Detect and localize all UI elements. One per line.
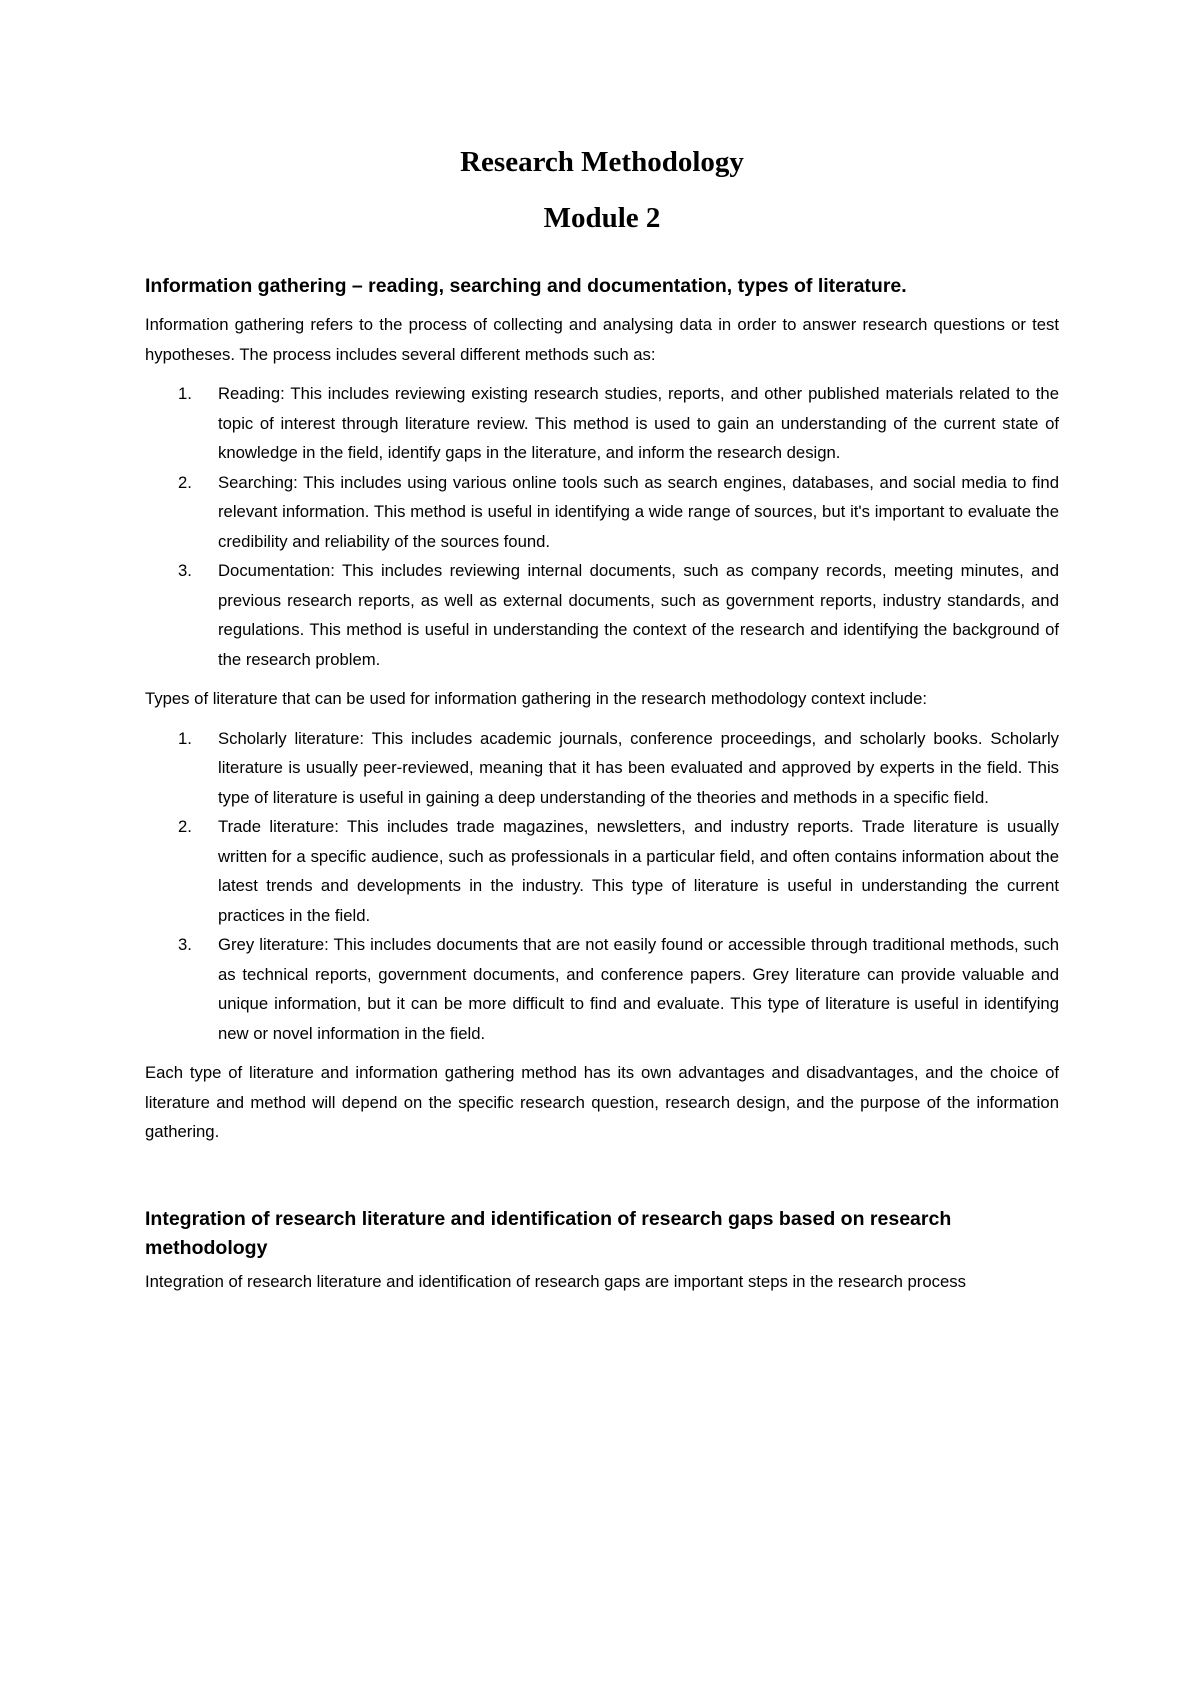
list-item-grey-literature <box>178 930 1059 1048</box>
list-item-number: 2. <box>178 817 192 836</box>
list-item-text: Trade literature: This includes trade magazines, newsletters, and industry reports. Trade literature is usually written for a specific audience, such as professionals in a particular field, and often contains information about the latest trends and developments in the industry. This type of literature is useful in understanding the current practices in the field. <box>218 817 1059 925</box>
section-heading-integration: Integration of research literature and identification of research gaps based on research methodology <box>145 1207 952 1259</box>
list-item-number: 2. <box>178 472 192 492</box>
list-item-trade-literature <box>178 812 1059 930</box>
list-item-documentation <box>178 556 1059 674</box>
list-item-number: 1. <box>178 384 192 403</box>
section-intro-paragraph: Information gathering refers to the process of collecting and analysing data in order to answer research questions or test hypotheses. The process includes several different methods such as: <box>145 315 1059 364</box>
methods-list <box>145 379 1059 674</box>
section-heading-information-gathering: Information gathering – reading, searching and documentation, types of literature. <box>145 275 907 297</box>
list-item-number: 3. <box>178 935 192 954</box>
list-item-text: Grey literature: This includes documents that are not easily found or accessible through traditional methods, such as technical reports, government documents, and conference papers. Grey literature can provide valuable and unique information, but it can be more difficult to find and evaluate. This type of literature is useful in identifying new or novel information in the field. <box>218 935 1059 1043</box>
list-item-text: Reading: This includes reviewing existing research studies, reports, and other published materials related to the topic of interest through literature review. This method is used to gain an understanding of the current state of knowledge in the field, identify gaps in the literature, and inform the research design. <box>218 384 1059 462</box>
literature-types-list <box>145 724 1059 1049</box>
integration-intro-paragraph: Integration of research literature and identification of research gaps are important steps in the research process <box>145 1271 966 1291</box>
list-item-number: 3. <box>178 561 192 580</box>
list-item-text: Scholarly literature: This includes academic journals, conference proceedings, and scholarly books. Scholarly literature is usually peer-reviewed, meaning that it has been evaluated and approved by experts in the field. This type of literature is useful in gaining a deep understanding of the theories and methods in a specific field. <box>218 728 1059 807</box>
section-conclusion-paragraph: Each type of literature and information gathering method has its own advantages and disadvantages, and the choice of literature and method will depend on the specific research question, research design, and the purpose of the information gathering. <box>145 1063 1059 1141</box>
list-item-scholarly-literature <box>178 724 1059 813</box>
list-item-reading <box>178 379 1059 468</box>
list-item-searching <box>178 468 1059 557</box>
literature-types-intro: Types of literature that can be used for information gathering in the research methodology context include: <box>145 689 927 708</box>
list-item-text: Searching: This includes using various online tools such as search engines, databases, and social media to find relevant information. This method is useful in identifying a wide range of sources, but it's important to evaluate the credibility and reliability of the sources found. <box>218 472 1059 551</box>
document-subtitle: Module 2 <box>543 202 661 234</box>
list-item-text: Documentation: This includes reviewing internal documents, such as company records, meeting minutes, and previous research reports, as well as external documents, such as government reports, industry standards, and regulations. This method is useful in understanding the context of the research and identifying the background of the research problem. <box>218 561 1059 669</box>
list-item-number: 1. <box>178 728 192 748</box>
document-title: Research Methodology <box>460 146 744 178</box>
